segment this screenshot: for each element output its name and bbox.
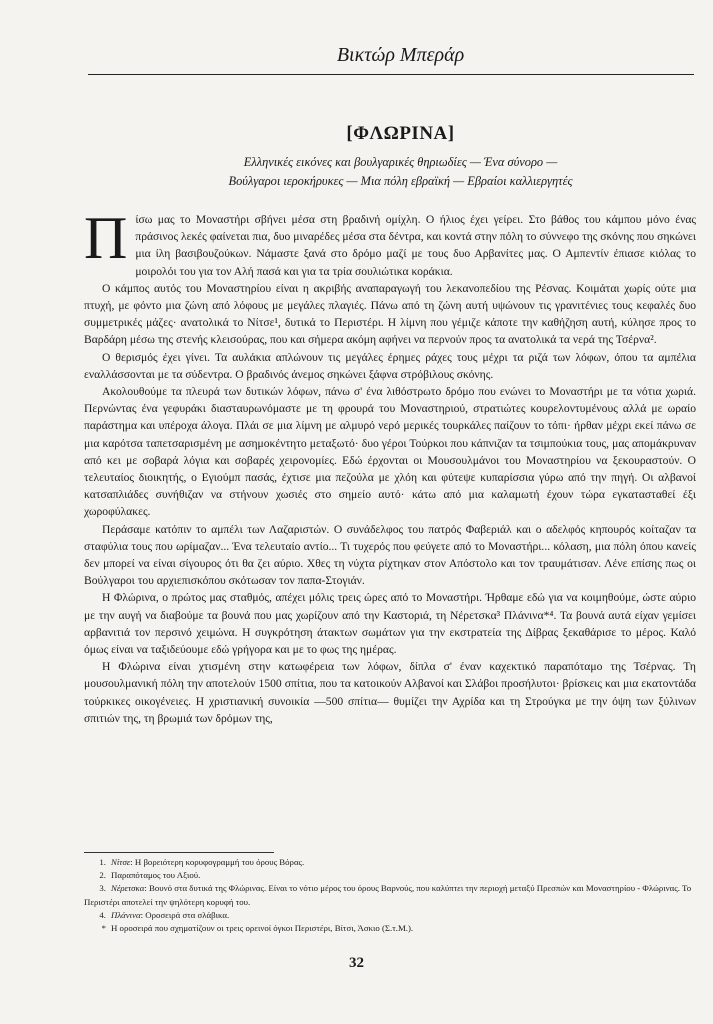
footnotes <box>84 856 696 935</box>
running-header-title: Βικτώρ Μπεράρ <box>336 44 465 66</box>
footnote-marker: 1. <box>99 857 106 867</box>
chapter-subtitle-line-2: Βούλγαροι ιεροκήρυκες — Μια πόλη εβραϊκή — Εβραίοι καλλιεργητές <box>228 174 573 188</box>
footnote-term: Νίτσε <box>111 857 131 867</box>
footnote-text: Η οροσειρά που σχηματίζουν οι τρεις ορεινοί όγκοι Περιστέρι, Βίτσι, Άσκιο (Σ.τ.Μ.). <box>111 923 414 934</box>
paragraph-7: Η Φλώρινα είναι χτισμένη στην κατωφέρεια των λόφων, δίπλα σ' έναν καχεκτικό παραπόταμο της Τσέρνας. Τη μουσουλμανική πόλη την αποτελούν 1500 σπίτια, που τα κατοικούν Αλβανοί και Σλάβοι προσήλυτοι· βρίσκεις και μια εκατοντάδα τούρκικες οικογένειες. Η χριστιανική συνοικία —500 σπίτια— θυμίζει την Αχρίδα και τη Στρούγκα με την όψη των ξύλινων σπιτιών της, τη βρωμιά των δρόμων της, <box>84 660 696 725</box>
footnote-text: : Βουνό στα δυτικά της Φλώρινας. Είναι το νότιο μέρος του όρους Βαρνούς, που καλύπτει την περιοχή μεταξύ Πρεσπών και Μοναστηρίου - Φλώρινας. Το Περιστέρι αποτελεί την ψηλότερη κορυφή του. <box>84 883 692 907</box>
paragraph-1-text: ίσω μας το Μοναστήρι σβήνει μέσα στη βραδινή ομίχλη. Ο ήλιος έχει γείρει. Στο βάθος του κάμπου μόνο ένας πράσινος λεκές φαίνεται πια, δυο μιναρέδες μέσα στα δέντρα, και κοντά στην πόλη το σύννεφο της σκόνης που σηκώνει μια ίλη βασιβουζούκων. Νάμαστε ξανά στο δρόμο μαζί με τους δυο Αρβανίτες μας. Ο Αμπεντίν έπιασε κιόλας το μοιρολόι του για τον Αλή πασά και για τα τρία σουλιώτικα κοράκια. <box>135 213 696 278</box>
drop-cap: Π <box>84 205 128 271</box>
footnote <box>84 922 696 935</box>
footnote-marker: 3. <box>99 883 106 894</box>
footnote <box>84 856 696 869</box>
paragraph-4: Ακολουθούμε τα πλευρά των δυτικών λόφων, πάνω σ' ένα λιθόστρωτο δρόμο που ενώνει το Μοναστήρι με τα νότια χωριά. Περνώντας ένα γεφυράκι διασταυρωνόμαστε με τη φρουρά του Μοναστηριού, στρατιώτες κουρελοντυμένους αλλά με ωραίο παράστημα και υπέροχα άλογα. Πλάι σε μια λίμνη με αλμυρό νερό μερικές τουρκάλες παίζουν το τόπι· ήρθαν μέχρι εκεί πάνω σε μια καρότσα ταπετσαρισμένη με ασημοκέντητο μεταξωτό· δυο γέροι Τούρκοι που κάπνιζαν τα τσιμπούκια τους, μας απομάκρυναν από κει με σοβαρά λόγια και σοβαρές χειρονομίες. Εδώ έρχονται οι Μουσουλμάνοι του Μοναστηρίου να ξεκουραστούν. Ο τελευταίος διοικητής, ο Εγιούμπ πασάς, έχτισε μια πεζούλα με χλόη και φύτεψε κυπαρίσσια γύρω από την πηγή. Οι αλβανοί κατσαπλιάδες συνήθιζαν να στήνουν χωσιές στο σημείο αυτό· κάτω από μια καλαμωτή έχουν τώρα εγκατασταθεί έξι χωροφύλακες. <box>84 385 696 519</box>
footnote-marker: 4. <box>99 909 106 920</box>
footnote-text: : Οροσειρά στα σλάβικα. <box>140 909 230 920</box>
footnote-term: Νέρετσκα <box>111 883 145 894</box>
footnote <box>84 882 696 908</box>
page-number: 32 <box>349 955 364 971</box>
chapter-title: [ΦΛΩΡΙΝΑ] <box>346 123 455 144</box>
footnote-rule <box>84 852 274 853</box>
paragraph-3: Ο θερισμός έχει γίνει. Τα αυλάκια απλώνουν τις μεγάλες έρημες ράχες τους μέχρι τα ριζά των λόφων, όπου τα αμπέλια εναλλάσσονται με τα σύδεντρα. Ο βραδινός άνεμος σηκώνει ξάφνα στρόβιλους σκόνης. <box>84 350 696 381</box>
paragraph-1 <box>84 205 696 280</box>
footnote-term: Πλάνινα <box>111 909 141 920</box>
paragraph-2: Ο κάμπος αυτός του Μοναστηρίου είναι η ακριβής αναπαραγωγή του λεκανοπεδίου της Ρέσνας. Κοιμάται χωρίς ούτε μια πτυχή, με φόντο μια ζώνη από λόφους με μεγάλες πλαγιές. Πάνω από τη ζώνη αυτή υψώνουν τις γρανιτένιες τους κεφαλές δυο συμμετρικές μάζες· ανατολικά το Νίτσε¹, δυτικά το Περιστέρι. Η λίμνη που γέμιζε κάποτε την καθήζηση αυτή, κύλησε προς το Βαρδάρη μέσω της στενής κλεισούρας, που και σήμερα ακόμη αφήνει να περνούν προς τα ανατολικά τα νερά της Τσέρνα². <box>84 281 696 347</box>
footnote-marker: 2. <box>99 870 106 881</box>
header-rule <box>88 74 694 75</box>
body-text <box>84 205 696 727</box>
footnote-text: : Η βορειότερη κορυφογραμμή του όρους Βόρας. <box>130 857 305 867</box>
footnote-text: Παραπόταμος του Αξιού. <box>111 870 201 881</box>
paragraph-5: Περάσαμε κατόπιν το αμπέλι των Λαζαριστών. Ο συνάδελφος του πατρός Φαβεριάλ και ο αδελφός κηπουρός κοίταζαν τα σταφύλια τους που ωρίμαζαν... Ένα τελευταίο αντίο... Τι τυχερός που φεύγετε από το Μοναστήρι... κόλαση, μια πόλη όπου κανείς δεν μπορεί να είναι σίγουρος ότι θα ζει αύριο. Χθες τη νύχτα ρίχτηκαν στον Απόστολο και τον τραυμάτισαν. Λένε επίσης πως οι Βούλγαροι του αρχιεπισκόπου σκότωσαν τον παπα-Στογιάν. <box>84 522 696 588</box>
paragraph-6: Η Φλώρινα, ο πρώτος μας σταθμός, απέχει μόλις τρεις ώρες από το Μοναστήρι. Ήρθαμε εδώ για να κοιμηθούμε, ώστε αύριο με την αυγή να διαβούμε τα βουνά που μας χωρίζουν από την Καστοριά, τη Νέρετσκα³ Πλάνινα*⁴. Τα βουνά αυτά είχαν γεμίσει αρβανιτιά τον περσινό χειμώνα. Η συγκρότηση άτακτων σωμάτων για την εκστρατεία της Δίβρας ξεκαθάρισε το μέρος. Καλό όμως είναι να ταξιδεύουμε εδώ γρήγορα και με το φως της ημέρας. <box>84 591 696 657</box>
footnote <box>84 869 696 882</box>
footnote-marker: * <box>101 923 106 934</box>
footnote <box>84 909 696 922</box>
chapter-subtitle-line-1: Ελληνικές εικόνες και βουλγαρικές θηριωδίες — Ένα σύνορο — <box>243 155 558 169</box>
